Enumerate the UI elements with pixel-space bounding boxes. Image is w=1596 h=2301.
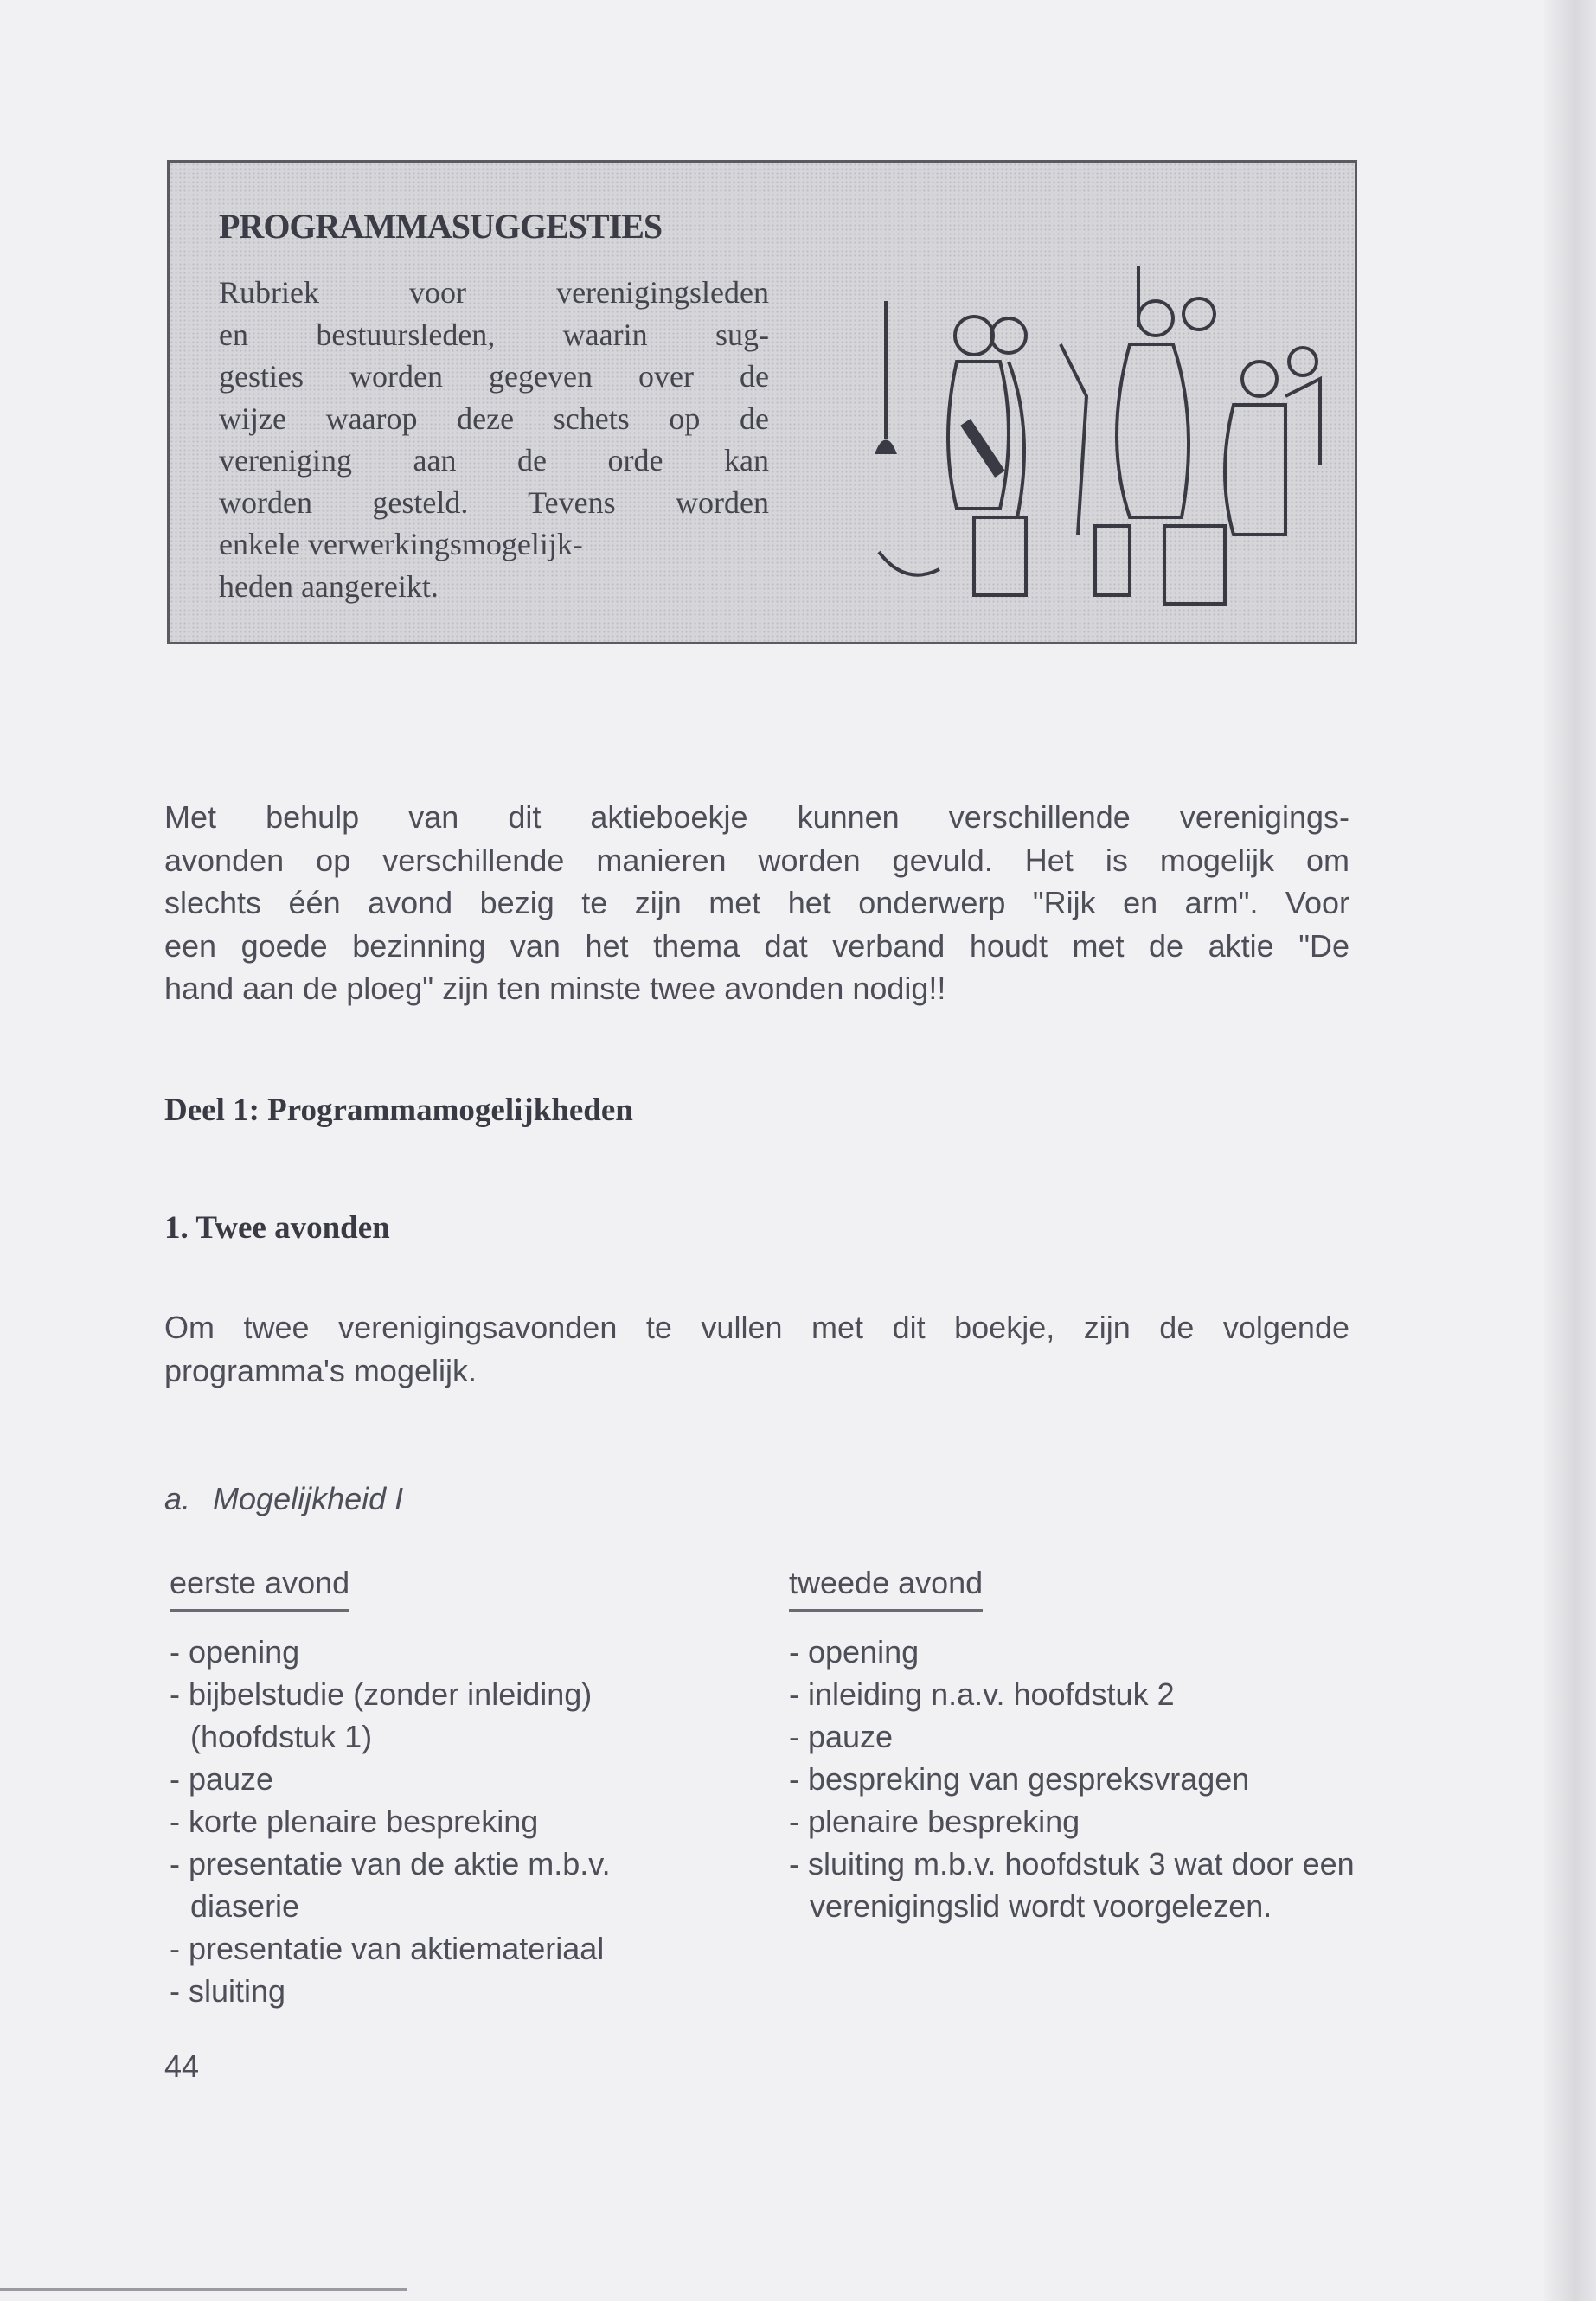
box-line: enkele verwerkingsmogelijk- <box>219 527 583 561</box>
subsection-line: programma's mogelijk. <box>164 1352 477 1388</box>
column-first-evening <box>170 1561 706 2012</box>
section-heading: Deel 1: Programmamogelijkheden <box>164 1093 633 1128</box>
box-line: wijze waarop deze schets op de <box>219 401 769 436</box>
list-item: - opening <box>789 1634 920 1670</box>
option-marker: a. <box>164 1481 191 1516</box>
list-item: - sluiting m.b.v. hoofdstuk 3 wat door een verenigingslid wordt voorgelezen. <box>789 1846 1355 1924</box>
list-item: - sluiting <box>170 1973 286 2009</box>
page-number: 44 <box>164 2048 200 2084</box>
intro-line: slechts één avond bezig te zijn met het onderwerp "Rijk en arm". Voor <box>164 885 1349 920</box>
list-item: - presentatie van aktiemateriaal <box>170 1931 605 1966</box>
box-line: en bestuursleden, waarin sug- <box>219 317 769 352</box>
list-item: - pauze <box>789 1719 894 1754</box>
subsection-paragraph <box>164 1306 1349 1392</box>
page-edge-shadow <box>1544 0 1596 2301</box>
subsection-line: Om twee verenigingsavonden te vullen met dit boekje, zijn de volgende <box>164 1310 1349 1345</box>
option-label: Mogelijkheid I <box>213 1481 404 1516</box>
list-item: - bespreking van gespreksvragen <box>789 1761 1250 1797</box>
intro-line: een goede bezinning van het thema dat verband houdt met de aktie "De <box>164 927 1349 964</box>
list-item: - presentatie van de aktie m.b.v. diaserie <box>170 1846 611 1924</box>
column-heading: eerste avond <box>170 1561 349 1612</box>
intro-paragraph <box>164 796 1349 1010</box>
program-suggestions-box <box>167 160 1357 644</box>
column-heading: tweede avond <box>789 1561 983 1612</box>
intro-line: hand aan de ploeg" zijn ten minste twee avonden nodig!! <box>164 971 946 1006</box>
box-line: vereniging aan de orde kan <box>219 443 769 478</box>
box-line: heden aangereikt. <box>219 568 439 604</box>
group-sketch-illustration <box>870 266 1337 612</box>
list-item: - korte plenaire bespreking <box>170 1804 539 1839</box>
box-line: Rubriek voor verenigingsleden <box>219 275 769 310</box>
box-line: worden gesteld. Tevens worden <box>219 484 769 520</box>
list-item: - inleiding n.a.v. hoofdstuk 2 <box>789 1676 1175 1712</box>
bottom-rule <box>0 2288 407 2291</box>
intro-line: Met behulp van dit aktieboekje kunnen verschillende verenigings- <box>164 799 1349 835</box>
box-line: gesties worden gegeven over de <box>219 359 769 394</box>
list-item: - bijbelstudie (zonder inleiding) (hoofdstuk 1) <box>170 1676 593 1754</box>
box-description <box>219 272 769 607</box>
list-item: - opening <box>170 1634 300 1670</box>
list-item: - plenaire bespreking <box>789 1804 1080 1839</box>
subsection-heading: 1. Twee avonden <box>164 1210 390 1246</box>
column-second-evening <box>789 1561 1360 1927</box>
option-heading <box>164 1481 426 1517</box>
list-item: - pauze <box>170 1761 274 1797</box>
box-title: PROGRAMMASUGGESTIES <box>219 207 663 246</box>
intro-line: avonden op verschillende manieren worden gevuld. Het is mogelijk om <box>164 842 1349 878</box>
